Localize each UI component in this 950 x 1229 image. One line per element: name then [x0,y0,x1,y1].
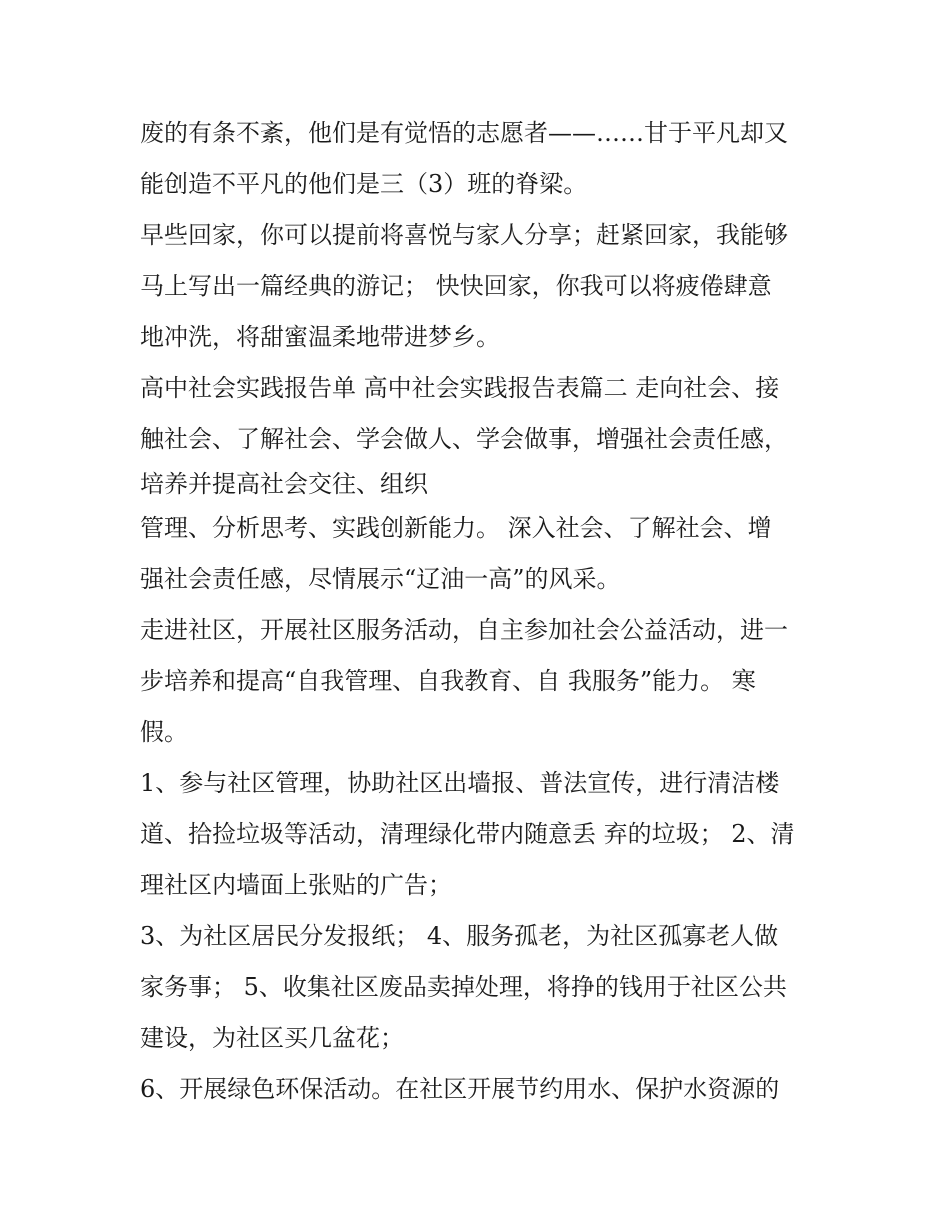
paragraph-line: 6、开展绿色环保活动。在社区开展节约用水、保护水资源的 [140,1075,780,1103]
paragraph-line: 建设，为社区买几盆花； [140,1024,404,1052]
paragraph-line: 3、为社区居民分发报纸； 4、服务孤老，为社区孤寡老人做 [140,922,779,950]
paragraph-6 [140,758,820,911]
document-body [140,108,820,1115]
paragraph-2 [140,210,820,363]
paragraph-line: 废的有条不紊，他们是有觉悟的志愿者——……甘于平凡却又 [140,119,788,147]
paragraph-3 [140,363,820,503]
paragraph-line: 管理、分析思考、实践创新能力。 深入社会、了解社会、增 [140,514,772,542]
paragraph-line: 道、拾捡垃圾等活动，清理绿化带内随意丢 弃的垃圾； 2、清 [140,820,795,848]
paragraph-line: 马上写出一篇经典的游记； 快快回家，你我可以将疲倦肆意 [140,272,772,300]
paragraph-4 [140,503,820,605]
paragraph-1 [140,108,820,210]
paragraph-line: 培养并提高社会交往、组织 [140,470,428,498]
paragraph-line: 地冲洗，将甜蜜温柔地带进梦乡。 [140,323,500,351]
paragraph-line: 早些回家，你可以提前将喜悦与家人分享；赶紧回家，我能够 [140,221,788,249]
paragraph-7 [140,911,820,1064]
paragraph-line: 触社会、了解社会、学会做人、学会做事，增强社会责任感， [140,425,788,453]
paragraph-5 [140,605,820,758]
paragraph-line: 假。 [140,718,188,746]
paragraph-line: 家务事； 5、收集社区废品卖掉处理，将挣的钱用于社区公共 [140,973,787,1001]
paragraph-line: 高中社会实践报告单 高中社会实践报告表篇二 走向社会、接 [140,374,780,402]
paragraph-line: 能创造不平凡的他们是三（3）班的脊梁。 [140,170,588,198]
paragraph-8 [140,1064,820,1115]
paragraph-line: 步培养和提高“自我管理、自我教育、自 我服务”能力。 寒 [140,667,756,695]
paragraph-line: 理社区内墙面上张贴的广告； [140,871,452,899]
paragraph-line: 走进社区，开展社区服务活动，自主参加社会公益活动，进一 [140,616,788,644]
paragraph-line: 1、参与社区管理，协助社区出墙报、普法宣传，进行清洁楼 [140,769,780,797]
paragraph-line: 强社会责任感，尽情展示“辽油一高”的风采。 [140,565,621,593]
